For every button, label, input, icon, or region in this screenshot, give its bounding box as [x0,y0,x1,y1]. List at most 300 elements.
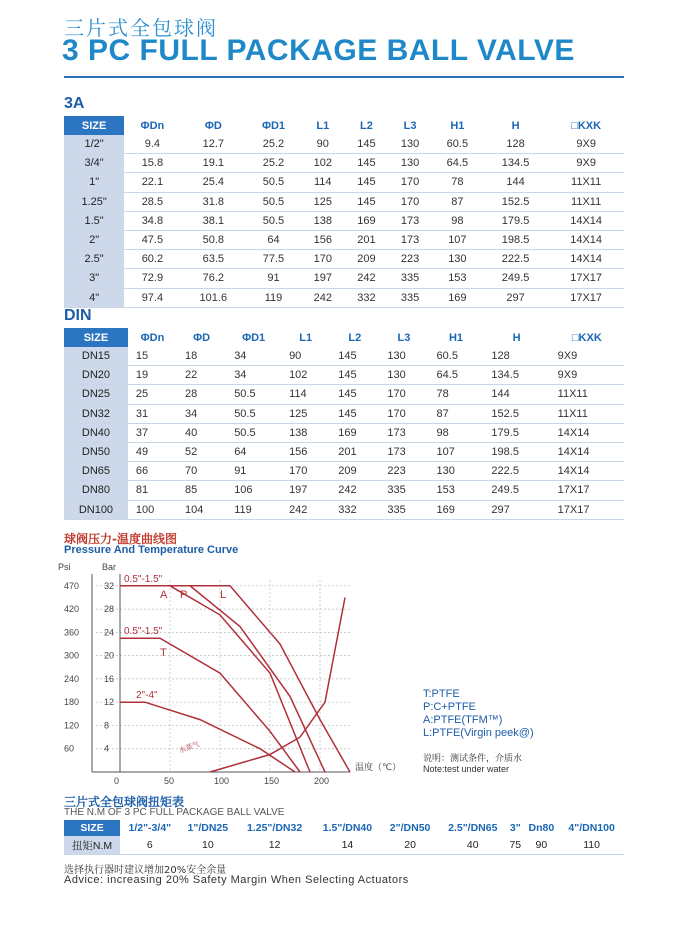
table-cell: 138 [281,423,330,442]
table-cell: 15.8 [124,154,180,173]
note-cn: 说明：测试条件，介质水 [423,753,523,763]
note-en: Note:test under water [423,764,510,774]
row-size-cell: 2.5" [64,250,124,269]
bar-tick-label: 20 [104,650,115,661]
table-cell: 222.5 [483,250,548,269]
spec-col-header: SIZE [64,328,128,347]
table-cell: 17X17 [550,481,624,500]
section-label-din: DIN [64,307,92,324]
table-cell: 104 [177,500,226,519]
table-cell: 11X11 [548,173,624,192]
table-cell: 170 [388,173,432,192]
series-label: P [180,588,188,601]
table-cell: 9.4 [124,135,180,154]
table-cell: 156 [301,230,345,249]
table-cell: 60.5 [429,347,484,366]
table-cell: 242 [301,288,345,307]
table-cell: 101.6 [181,288,246,307]
table-cell: 19.1 [181,154,246,173]
x-tick-label: 0 [114,776,120,785]
table-row [64,423,624,442]
table-cell: 28.5 [124,192,180,211]
spec-col-header: L2 [330,328,379,347]
series-line [120,702,295,772]
table-cell: 209 [330,462,379,481]
table-cell: 50.5 [226,385,281,404]
size-range-annotation: 0.5"-1.5" [124,626,163,638]
torque-col-header: 2"/DN50 [389,822,431,834]
table-cell: 60.5 [432,135,483,154]
table-cell: 87 [429,404,484,423]
table-cell: 50.5 [246,192,301,211]
table-cell: 130 [388,135,432,154]
table-header-row [64,116,624,135]
torque-cell: 110 [559,836,624,855]
table-cell: 335 [379,500,428,519]
table-cell: 173 [388,230,432,249]
row-size-cell: DN40 [64,423,128,442]
table-cell: 145 [345,192,389,211]
table-cell: 145 [345,154,389,173]
table-cell: 156 [281,442,330,461]
table-cell: 107 [429,442,484,461]
spec-col-header: H [483,328,549,347]
table-row [64,442,624,461]
spec-col-header: □KXK [548,116,624,135]
torque-col-header: SIZE [64,820,120,836]
bar-tick-label: 32 [104,580,115,591]
psi-tick-label: 470 [64,580,80,591]
table-cell: 145 [330,385,379,404]
table-row [64,211,624,230]
legend-item: L:PTFE(Virgin peek@) [423,727,534,739]
table-cell: 170 [379,404,428,423]
row-size-cell: 1.5" [64,211,124,230]
table-cell: 34 [226,366,281,385]
row-size-cell: DN20 [64,366,128,385]
torque-col-header: 3" [509,822,521,834]
y-axis-label-bar: Bar [102,562,117,572]
psi-tick-label: 240 [64,673,80,684]
torque-cell: 14 [313,836,382,855]
table-cell: 128 [483,135,548,154]
page-title-cn: 三片式全包球阀 [64,16,218,40]
table-cell: 40 [177,423,226,442]
row-size-cell: DN50 [64,442,128,461]
table-cell: 64.5 [432,154,483,173]
row-size-cell: 2" [64,230,124,249]
x-tick-label: 100 [214,776,230,785]
table-cell: 145 [330,404,379,423]
table-cell: 138 [301,211,345,230]
table-cell: 50.5 [226,404,281,423]
psi-tick-label: 420 [64,604,80,615]
table-cell: 78 [432,173,483,192]
spec-col-header: H1 [429,328,484,347]
torque-col-header: 1.5"/DN40 [322,822,373,834]
bar-tick-label: 28 [104,604,115,615]
spec-col-header: H1 [432,116,483,135]
x-axis-label: 温度（℃） [355,763,402,773]
table-cell: 17X17 [548,288,624,307]
chart-legend [423,688,534,740]
torque-col-header: 1/2"-3/4" [128,822,172,834]
title-divider [64,76,624,78]
row-size-cell: 1.25" [64,192,124,211]
spec-col-header: L1 [281,328,330,347]
table-cell: 14X14 [550,462,624,481]
table-cell: 66 [128,462,177,481]
table-row [64,462,624,481]
table-cell: 223 [379,462,428,481]
test-note [423,753,522,775]
table-cell: 106 [226,481,281,500]
row-size-cell: 3/4" [64,154,124,173]
table-cell: 22.1 [124,173,180,192]
table-cell: 222.5 [483,462,549,481]
table-cell: 18 [177,347,226,366]
table-cell: 242 [345,269,389,288]
table-cell: 130 [429,462,484,481]
series-line [120,586,325,772]
table-row [64,135,624,154]
table-cell: 17X17 [548,269,624,288]
table-cell: 98 [429,423,484,442]
table-cell: 170 [281,462,330,481]
torque-cell: 75 [507,836,523,855]
row-size-cell: DN15 [64,347,128,366]
spec-col-header: L2 [345,116,389,135]
table-cell: 9X9 [548,135,624,154]
table-cell: 119 [246,288,301,307]
table-cell: 14X14 [550,423,624,442]
size-range-annotation: 2"-4" [136,690,158,702]
torque-col-header: 1"/DN25 [187,822,229,834]
table-cell: 25.4 [181,173,246,192]
bar-tick-label: 8 [104,720,110,731]
table-row [64,385,624,404]
spec-col-header: H [483,116,548,135]
table-cell: 11X11 [550,404,624,423]
table-cell: 25.2 [246,154,301,173]
table-cell: 63.5 [181,250,246,269]
table-cell: 125 [281,404,330,423]
table-cell: 100 [128,500,177,519]
series-line [120,586,350,772]
table-cell: 198.5 [483,230,548,249]
spec-col-header: ΦD1 [246,116,301,135]
table-row [64,192,624,211]
torque-cell: 40 [438,836,507,855]
table-cell: 38.1 [181,211,246,230]
table-cell: 197 [281,481,330,500]
table-cell: 249.5 [483,269,548,288]
torque-table [64,820,624,855]
table-cell: 153 [429,481,484,500]
table-cell: 144 [483,385,549,404]
table-cell: 297 [483,500,549,519]
bar-tick-label: 24 [104,627,115,638]
legend-item: P:C+PTFE [423,701,476,713]
bar-tick-label: 12 [104,697,115,708]
spec-col-header: □KXK [550,328,624,347]
advice-en: Advice: increasing 20% Safety Margin When Selecting Actuators [64,874,409,886]
table-cell: 98 [432,211,483,230]
table-cell: 70 [177,462,226,481]
torque-title-cn: 三片式全包球阀扭矩表 [64,795,185,809]
table-cell: 64 [246,230,301,249]
torque-cell: 90 [523,836,559,855]
table-cell: 242 [330,481,379,500]
table-cell: 145 [330,366,379,385]
spec-col-header: ΦD [181,116,246,135]
table-cell: 25 [128,385,177,404]
bar-tick-label: 4 [104,743,110,754]
table-cell: 130 [432,250,483,269]
y-axis-label-psi: Psi [58,562,71,572]
torque-value-row [64,836,624,855]
torque-col-header: 1.25"/DN32 [246,822,303,834]
spec-table-3a [64,116,624,308]
table-cell: 125 [301,192,345,211]
table-cell: 64.5 [429,366,484,385]
table-cell: 130 [379,366,428,385]
table-cell: 209 [345,250,389,269]
table-cell: 37 [128,423,177,442]
x-tick-label: 50 [164,776,175,785]
table-cell: 179.5 [483,211,548,230]
table-cell: 52 [177,442,226,461]
table-cell: 170 [301,250,345,269]
psi-tick-label: 120 [64,720,80,731]
table-cell: 60.2 [124,250,180,269]
table-row [64,481,624,500]
table-row [64,500,624,519]
table-cell: 249.5 [483,481,549,500]
table-cell: 97.4 [124,288,180,307]
x-tick-label: 200 [314,776,330,785]
psi-tick-label: 360 [64,627,80,638]
table-row [64,347,624,366]
table-cell: 12.7 [181,135,246,154]
table-cell: 9X9 [550,366,624,385]
table-cell: 9X9 [548,154,624,173]
table-cell: 114 [301,173,345,192]
table-cell: 11X11 [550,385,624,404]
psi-tick-label: 300 [64,650,80,661]
table-row [64,288,624,307]
table-cell: 28 [177,385,226,404]
row-size-cell: 4" [64,288,124,307]
row-size-cell: DN100 [64,500,128,519]
table-cell: 128 [483,347,549,366]
table-cell: 152.5 [483,192,548,211]
table-cell: 14X14 [548,230,624,249]
table-cell: 31 [128,404,177,423]
x-tick-label: 150 [264,776,280,785]
table-cell: 173 [388,211,432,230]
table-cell: 34.8 [124,211,180,230]
spec-table-din [64,328,624,520]
chart-title-cn: 球阀压力-温度曲线图 [64,532,177,546]
table-cell: 9X9 [550,347,624,366]
table-cell: 17X17 [550,500,624,519]
chart-title: Pressure And Temperature Curve [64,544,239,556]
table-cell: 152.5 [483,404,549,423]
chart-ticks [64,581,329,785]
table-cell: 14X14 [548,211,624,230]
table-cell: 130 [388,154,432,173]
row-size-cell: DN65 [64,462,128,481]
torque-cell: 6 [120,836,179,855]
table-cell: 81 [128,481,177,500]
table-cell: 14X14 [548,250,624,269]
table-cell: 169 [432,288,483,307]
table-row [64,173,624,192]
torque-cell: 20 [382,836,439,855]
legend-item: A:PTFE(TFM™) [423,714,503,726]
bar-tick-label: 16 [104,673,115,684]
table-cell: 91 [226,462,281,481]
row-size-cell: DN25 [64,385,128,404]
spec-col-header: L1 [301,116,345,135]
table-cell: 85 [177,481,226,500]
table-cell: 49 [128,442,177,461]
table-cell: 34 [226,347,281,366]
table-cell: 145 [345,135,389,154]
table-cell: 78 [429,385,484,404]
table-cell: 102 [301,154,345,173]
psi-tick-label: 60 [64,743,75,754]
table-cell: 169 [345,211,389,230]
table-cell: 107 [432,230,483,249]
table-cell: 297 [483,288,548,307]
table-cell: 22 [177,366,226,385]
torque-cell: 扭矩N.M [64,836,120,855]
table-cell: 197 [301,269,345,288]
table-cell: 47.5 [124,230,180,249]
table-header-row [64,328,624,347]
table-cell: 144 [483,173,548,192]
torque-cell: 10 [180,836,237,855]
table-cell: 76.2 [181,269,246,288]
row-size-cell: 3" [64,269,124,288]
spec-col-header: ΦDn [128,328,177,347]
table-row [64,250,624,269]
table-cell: 50.5 [226,423,281,442]
pressure-temperature-chart [0,560,420,785]
page-title: 3 PC FULL PACKAGE BALL VALVE [62,34,575,67]
table-cell: 11X11 [548,192,624,211]
table-cell: 14X14 [550,442,624,461]
spec-col-header: L3 [388,116,432,135]
spec-col-header: L3 [379,328,428,347]
table-cell: 332 [330,500,379,519]
table-cell: 119 [226,500,281,519]
row-size-cell: DN80 [64,481,128,500]
table-cell: 87 [432,192,483,211]
table-row [64,269,624,288]
table-cell: 170 [388,192,432,211]
table-cell: 50.5 [246,173,301,192]
table-cell: 242 [281,500,330,519]
table-cell: 31.8 [181,192,246,211]
torque-col-header: 2.5"/DN65 [448,822,498,834]
torque-title: THE N.M OF 3 PC FULL PACKAGE BALL VALVE [64,807,285,818]
table-cell: 90 [281,347,330,366]
row-size-cell: 1" [64,173,124,192]
table-cell: 91 [246,269,301,288]
chart-series [120,586,350,772]
legend-item: T:PTFE [423,688,460,700]
table-cell: 134.5 [483,154,548,173]
table-row [64,366,624,385]
table-cell: 173 [379,423,428,442]
table-cell: 332 [345,288,389,307]
torque-header-row [64,820,624,836]
table-cell: 77.5 [246,250,301,269]
table-cell: 145 [330,347,379,366]
spec-col-header: ΦD1 [226,328,281,347]
table-cell: 15 [128,347,177,366]
psi-tick-label: 180 [64,697,80,708]
size-range-annotation: 0.5"-1.5" [124,573,163,585]
table-cell: 169 [429,500,484,519]
table-cell: 335 [379,481,428,500]
table-cell: 335 [388,269,432,288]
torque-cell: 12 [236,836,313,855]
table-cell: 50.8 [181,230,246,249]
row-size-cell: DN32 [64,404,128,423]
torque-col-header: Dn80 [528,822,555,834]
table-cell: 179.5 [483,423,549,442]
row-size-cell: 1/2" [64,135,124,154]
table-cell: 34 [177,404,226,423]
table-cell: 169 [330,423,379,442]
spec-col-header: ΦDn [124,116,180,135]
table-cell: 72.9 [124,269,180,288]
table-cell: 173 [379,442,428,461]
torque-col-header: 4"/DN100 [568,822,615,834]
table-cell: 170 [379,385,428,404]
table-cell: 223 [388,250,432,269]
table-cell: 145 [345,173,389,192]
table-cell: 130 [379,347,428,366]
table-row [64,230,624,249]
advice-cn: 选择执行器时建议增加20%安全余量 [64,865,227,876]
series-label: L [220,588,227,601]
steam-curve-label: 水蒸气 [177,740,201,755]
table-cell: 25.2 [246,135,301,154]
spec-col-header: ΦD [177,328,226,347]
table-row [64,404,624,423]
series-label: A [160,588,168,601]
section-label-3a: 3A [64,95,85,112]
table-cell: 198.5 [483,442,549,461]
series-label: T [160,647,167,660]
table-cell: 102 [281,366,330,385]
table-cell: 19 [128,366,177,385]
table-cell: 50.5 [246,211,301,230]
table-cell: 201 [345,230,389,249]
table-cell: 90 [301,135,345,154]
spec-col-header: SIZE [64,116,124,135]
table-cell: 335 [388,288,432,307]
table-cell: 134.5 [483,366,549,385]
table-row [64,154,624,173]
table-cell: 153 [432,269,483,288]
table-cell: 201 [330,442,379,461]
